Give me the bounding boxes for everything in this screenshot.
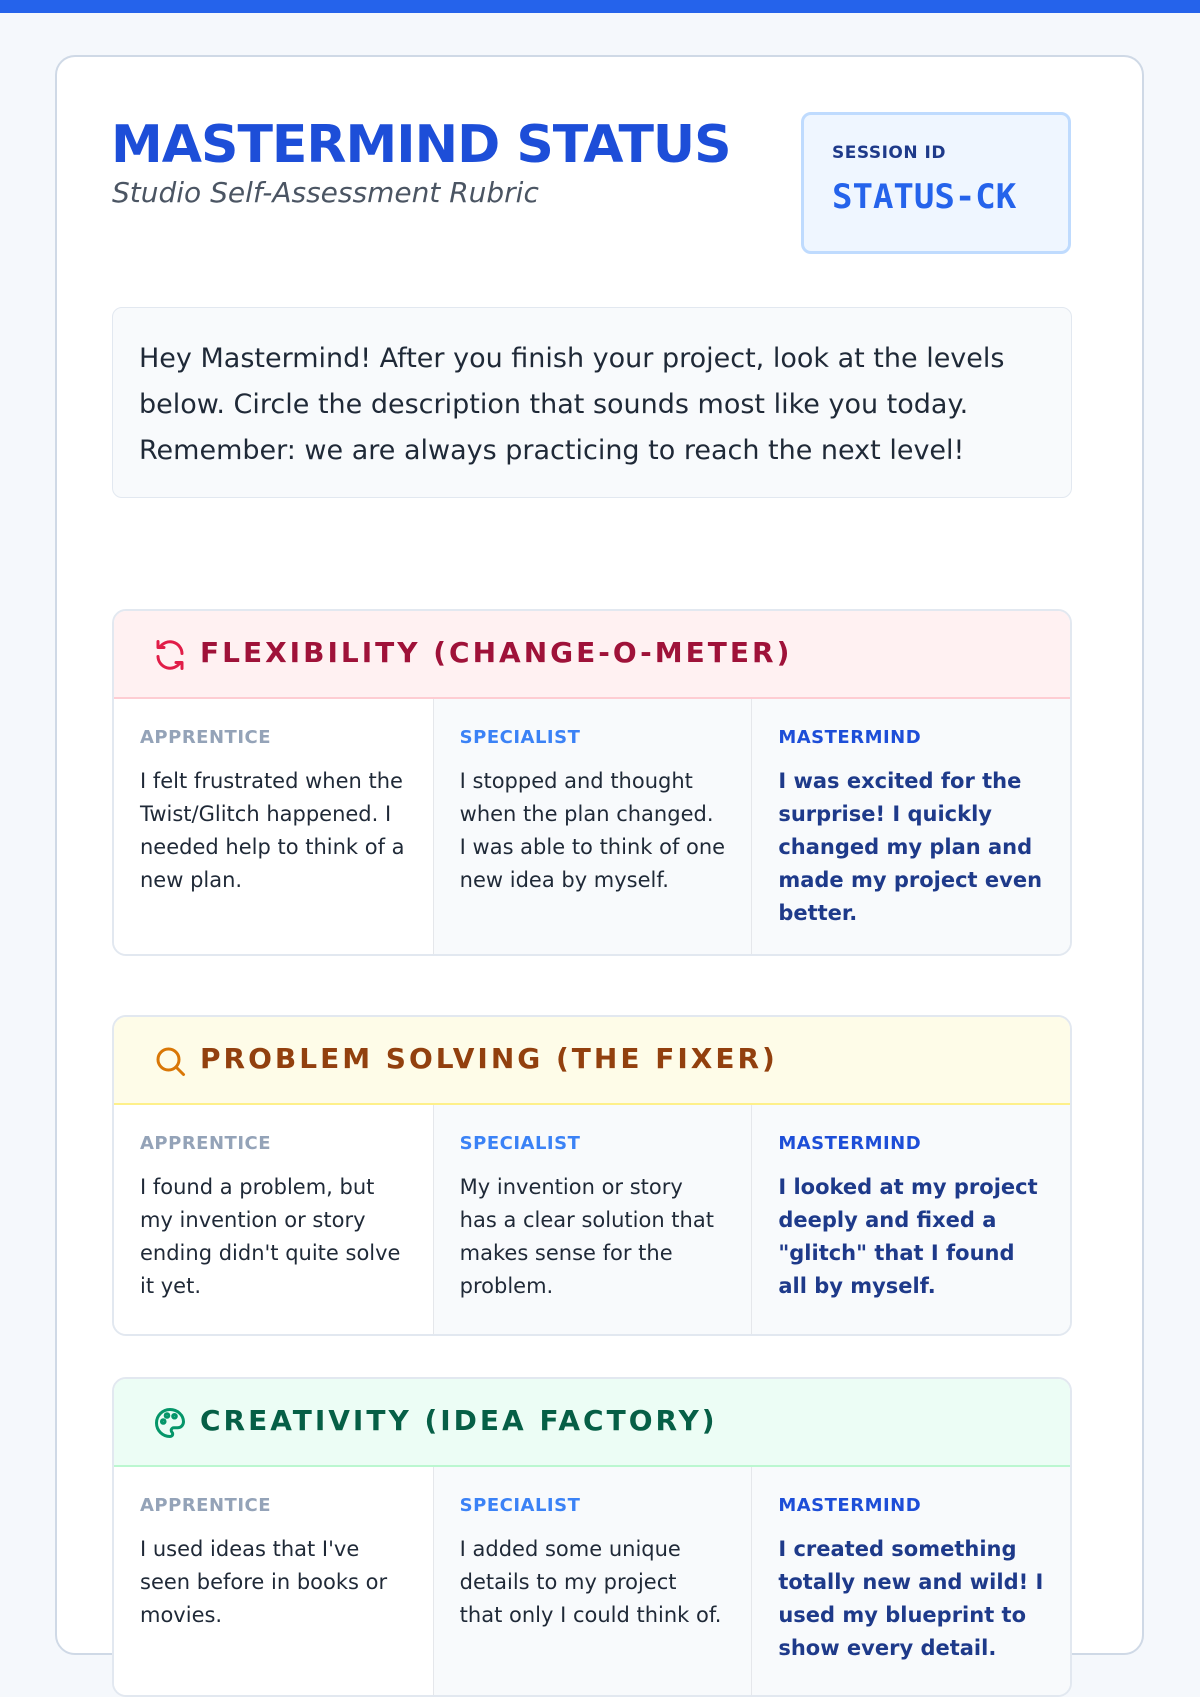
level-mastermind[interactable] bbox=[751, 1467, 1070, 1695]
level-description: I created something totally new and wild! I used my blueprint to show every detail. bbox=[778, 1537, 1044, 1660]
section-creativity bbox=[112, 1377, 1072, 1697]
level-label: MASTERMIND bbox=[778, 1495, 922, 1516]
level-description: My invention or story has a clear solution that makes sense for the problem. bbox=[459, 1175, 714, 1298]
level-mastermind[interactable] bbox=[751, 699, 1070, 954]
level-description: I added some unique details to my project that only I could think of. bbox=[459, 1537, 722, 1627]
level-apprentice[interactable] bbox=[114, 1467, 433, 1695]
level-label: SPECIALIST bbox=[459, 727, 581, 748]
level-description: I looked at my project deeply and fixed a "glitch" that I found all by myself. bbox=[778, 1175, 1038, 1298]
refresh-icon bbox=[152, 637, 188, 673]
section-title: FLEXIBILITY (CHANGE-O-METER) bbox=[200, 636, 793, 669]
top-accent-bar bbox=[0, 0, 1200, 13]
palette-icon bbox=[152, 1405, 188, 1441]
section-header bbox=[114, 1017, 1070, 1105]
level-description: I felt frustrated when the Twist/Glitch happened. I needed help to think of a new plan. bbox=[140, 769, 405, 892]
level-apprentice[interactable] bbox=[114, 699, 433, 954]
session-id-box bbox=[801, 112, 1071, 254]
rubric-card bbox=[55, 55, 1144, 1660]
level-mastermind[interactable] bbox=[751, 1105, 1070, 1334]
page-subtitle: Studio Self-Assessment Rubric bbox=[112, 176, 539, 209]
level-label: SPECIALIST bbox=[459, 1133, 581, 1154]
level-description: I stopped and thought when the plan changed. I was able to think of one new idea by myself. bbox=[459, 769, 726, 892]
section-header bbox=[114, 1379, 1070, 1467]
level-apprentice[interactable] bbox=[114, 1105, 433, 1334]
session-id-value: STATUS-CK bbox=[832, 177, 1017, 217]
level-specialist[interactable] bbox=[433, 1467, 752, 1695]
level-label: APPRENTICE bbox=[140, 727, 272, 748]
section-flexibility bbox=[112, 609, 1072, 956]
level-description: I used ideas that I've seen before in books or movies. bbox=[140, 1537, 388, 1627]
section-header bbox=[114, 611, 1070, 699]
search-icon bbox=[152, 1043, 188, 1079]
level-specialist[interactable] bbox=[433, 699, 752, 954]
level-description: I was excited for the surprise! I quickly changed my plan and made my project even better. bbox=[778, 769, 1043, 925]
level-label: APPRENTICE bbox=[140, 1133, 272, 1154]
level-label: SPECIALIST bbox=[459, 1495, 581, 1516]
section-title: CREATIVITY (IDEA FACTORY) bbox=[200, 1404, 718, 1437]
intro-text: Hey Mastermind! After you finish your project, look at the levels below. Circle the description that sounds most like you today. Remember: we are always practicing to reach the next level! bbox=[112, 307, 1072, 498]
level-specialist[interactable] bbox=[433, 1105, 752, 1334]
level-label: MASTERMIND bbox=[778, 727, 922, 748]
section-problem-solving bbox=[112, 1015, 1072, 1336]
section-title: PROBLEM SOLVING (THE FIXER) bbox=[200, 1042, 778, 1075]
level-label: APPRENTICE bbox=[140, 1495, 272, 1516]
level-description: I found a problem, but my invention or story ending didn't quite solve it yet. bbox=[140, 1175, 401, 1298]
page-title: MASTERMIND STATUS bbox=[111, 115, 731, 175]
session-id-label: SESSION ID bbox=[832, 143, 946, 163]
level-label: MASTERMIND bbox=[778, 1133, 922, 1154]
